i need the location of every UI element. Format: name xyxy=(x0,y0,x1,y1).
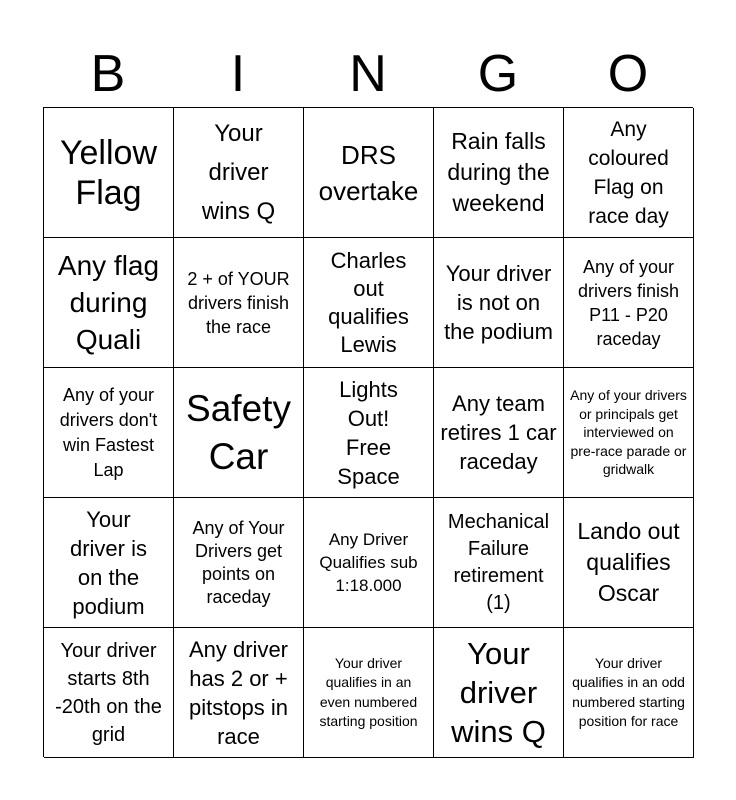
cell-text: Any of your drivers don't win Fastest Lap xyxy=(59,384,158,480)
bingo-cell-r4c1[interactable] xyxy=(44,498,174,628)
bingo-cell-r3c1[interactable] xyxy=(44,368,174,498)
header-letter-i: I xyxy=(230,45,246,103)
bingo-header xyxy=(43,40,693,108)
cell-text: Safety Car xyxy=(186,387,291,477)
cell-text: Any team retires 1 car raceday xyxy=(440,391,557,474)
cell-text: Your driver qualifies in an odd numbered starting position for race xyxy=(572,654,685,729)
bingo-cell-r4c4[interactable] xyxy=(434,498,564,628)
cell-text: Any Driver Qualifies sub 1:18.000 xyxy=(319,530,418,595)
bingo-cell-r3c5[interactable] xyxy=(564,368,694,498)
cell-text: Any of your drivers finish P11 - P20 raceday xyxy=(577,256,680,349)
bingo-cell-r5c5[interactable] xyxy=(564,628,694,758)
bingo-grid xyxy=(43,107,693,757)
bingo-cell-r4c5[interactable] xyxy=(564,498,694,628)
cell-text: Any flag during Quali xyxy=(57,250,160,355)
cell-text: Lights Out! Free Space xyxy=(337,376,400,489)
bingo-cell-r1c2[interactable] xyxy=(174,108,304,238)
cell-text: Your driver starts 8th -20th on the grid xyxy=(55,639,162,746)
cell-text: Any driver has 2 or + pitstops in race xyxy=(188,636,289,749)
bingo-cell-r2c4[interactable] xyxy=(434,238,564,368)
cell-text: Rain falls during the weekend xyxy=(447,128,550,216)
header-letter-g: G xyxy=(477,45,519,103)
bingo-cell-r2c1[interactable] xyxy=(44,238,174,368)
bingo-cell-r1c4[interactable] xyxy=(434,108,564,238)
bingo-cell-r2c5[interactable] xyxy=(564,238,694,368)
bingo-cell-r1c3[interactable] xyxy=(304,108,434,238)
cell-text: Any coloured Flag on race day xyxy=(588,117,669,228)
bingo-cell-r3c3[interactable] xyxy=(304,368,434,498)
cell-text: Your driver is on the podium xyxy=(69,506,147,619)
header-letter-n: N xyxy=(349,45,387,103)
header-letter-b: B xyxy=(90,45,126,103)
bingo-cell-r5c4[interactable] xyxy=(434,628,564,758)
bingo-cell-r5c1[interactable] xyxy=(44,628,174,758)
cell-text: Lando out qualifies Oscar xyxy=(577,518,680,606)
cell-text: Yellow Flag xyxy=(59,133,158,212)
cell-text: Any of your drivers or principals get interviewed on pre-race parade or gridwalk xyxy=(570,387,687,478)
cell-text: Your driver wins Q xyxy=(201,120,276,225)
bingo-cell-r5c3[interactable] xyxy=(304,628,434,758)
bingo-cell-r2c2[interactable] xyxy=(174,238,304,368)
cell-text: DRS overtake xyxy=(318,139,419,206)
cell-text: 2 + of YOUR drivers finish the race xyxy=(187,268,290,337)
bingo-cell-r4c3[interactable] xyxy=(304,498,434,628)
bingo-cell-r5c2[interactable] xyxy=(174,628,304,758)
bingo-cell-r1c5[interactable] xyxy=(564,108,694,238)
bingo-cell-r3c2[interactable] xyxy=(174,368,304,498)
bingo-cell-r1c1[interactable] xyxy=(44,108,174,238)
cell-text: Charles out qualifies Lewis xyxy=(328,247,409,357)
cell-text: Mechanical Failure retirement (1) xyxy=(447,510,550,614)
cell-text: Your driver is not on the podium xyxy=(444,261,553,344)
cell-text: Your driver qualifies in an even numbered starting position xyxy=(319,654,418,729)
bingo-cell-r2c3[interactable] xyxy=(304,238,434,368)
bingo-cell-r4c2[interactable] xyxy=(174,498,304,628)
cell-text: Your driver wins Q xyxy=(451,636,546,749)
bingo-cell-r3c4[interactable] xyxy=(434,368,564,498)
header-letter-o: O xyxy=(607,45,649,103)
cell-text: Any of Your Drivers get points on raceday xyxy=(192,517,285,607)
